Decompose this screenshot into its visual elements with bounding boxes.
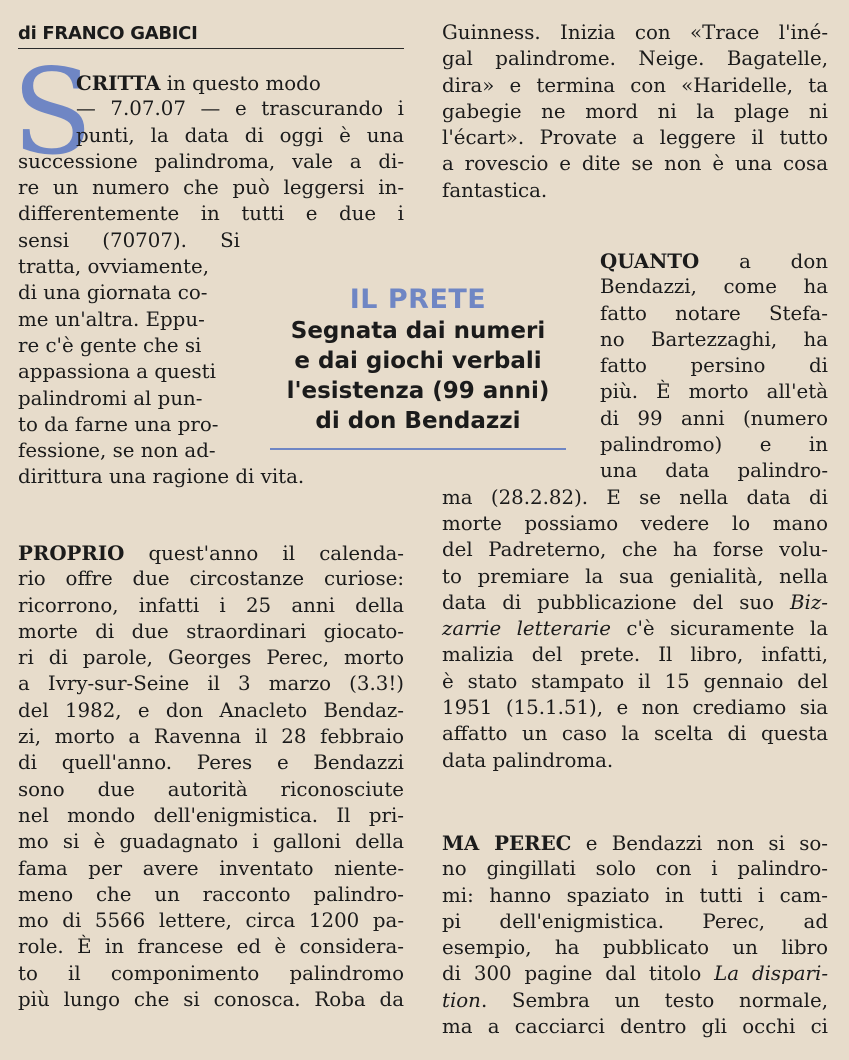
byline: di FRANCO GABICI [18, 20, 404, 49]
book-title: La dispari- [714, 962, 829, 986]
article-paragraph-5: MA PEREC e Bendazzi non si so- no gingillati solo con i palindro- mi: hanno spaziato in tutti i cam- pi dell'enigmistica. Perec, ad esempio, ha pubblicato un libro di 300 pagine dal titolo La dispari- tion. Sembra un testo normale, ma a cacciarci dentro gli occhi ci [442, 831, 829, 1039]
lead-word: QUANTO [600, 249, 700, 273]
book-title: Biz- [790, 590, 828, 614]
book-title: tion [442, 988, 481, 1012]
lead-word: PROPRIO [18, 541, 125, 565]
pull-quote-headline: Segnata dai numeri e dai giochi verbali l'esistenza (99 anni) di don Bendazzi [286, 318, 550, 434]
article-paragraph-3: Guinness. Inizia con «Trace l'iné- gal palindrome. Neige. Bagatelle, dira» e termina con «Haridelle, ta gabegie ne mord ni la plage ni l'écart». Provate a leggere il tutto a rovescio e dite se non è una cosa fantastica. [442, 21, 828, 202]
article-paragraph-1: CRITTA in questo modo — 7.07.07 — e trascurando i punti, la data di oggi è una successione palindroma, vale a di- re un numero che può leggersi in- differentemente in tutti e due i sensi (70707). Si tratta, ovviamente, di una giornata co- me un'altra. Eppu- re c'è gente che si appassiona a questi palindromi al pun- to da farne una pro- fessione, se non ad- dirittura una ragione di vita. [18, 71, 404, 489]
lead-word: MA PEREC [442, 831, 572, 855]
lead-word: CRITTA [76, 71, 161, 95]
article-paragraph-2: PROPRIO quest'anno il calenda- rio offre due circostanze curiose: ricorrono, infatti i 25 anni della morte di due straordinari giocato- ri di parole, Georges Perec, morto a Ivry-sur-Seine il 3 marzo (3.3!) del 1982, e don Anacleto Bendaz- zi, morto a Ravenna il 28 febbraio di quell'anno. Peres e Bendazzi sono due autorità riconosciute nel mondo dell'enigmistica. Il pri- mo si è guadagnato i galloni della fama per avere inventato niente- meno che un racconto palindro- mo di 5566 lettere, circa 1200 pa- role. È in francese ed è considera- to il componimento palindromo più lungo che si conosca. Roba da [18, 541, 404, 1012]
book-title: zarrie [442, 617, 502, 641]
drop-cap: S [12, 43, 93, 181]
pull-quote-kicker: IL PRETE [349, 284, 487, 315]
article-paragraph-4: QUANTO a don Bendazzi, come ha fatto notare Stefa- no Bartezzaghi, ha fatto persino di più. È morto all'età di 99 anni (numero palindromo) e in una data palindro- ma (28.2.82). E se nella data di morte possiamo vedere lo mano del Padreterno, che ha forse volu- to premiare la sua genialità, nella data di pubblicazione del suo Biz- zarrie letterarie c'è sicuramente la malizia del prete. Il libro, infatti, è stato stampato il 15 gennaio del 1951 (15.1.51), e non crediamo sia affatto un caso la scelta di questa data palindroma. [442, 249, 828, 772]
